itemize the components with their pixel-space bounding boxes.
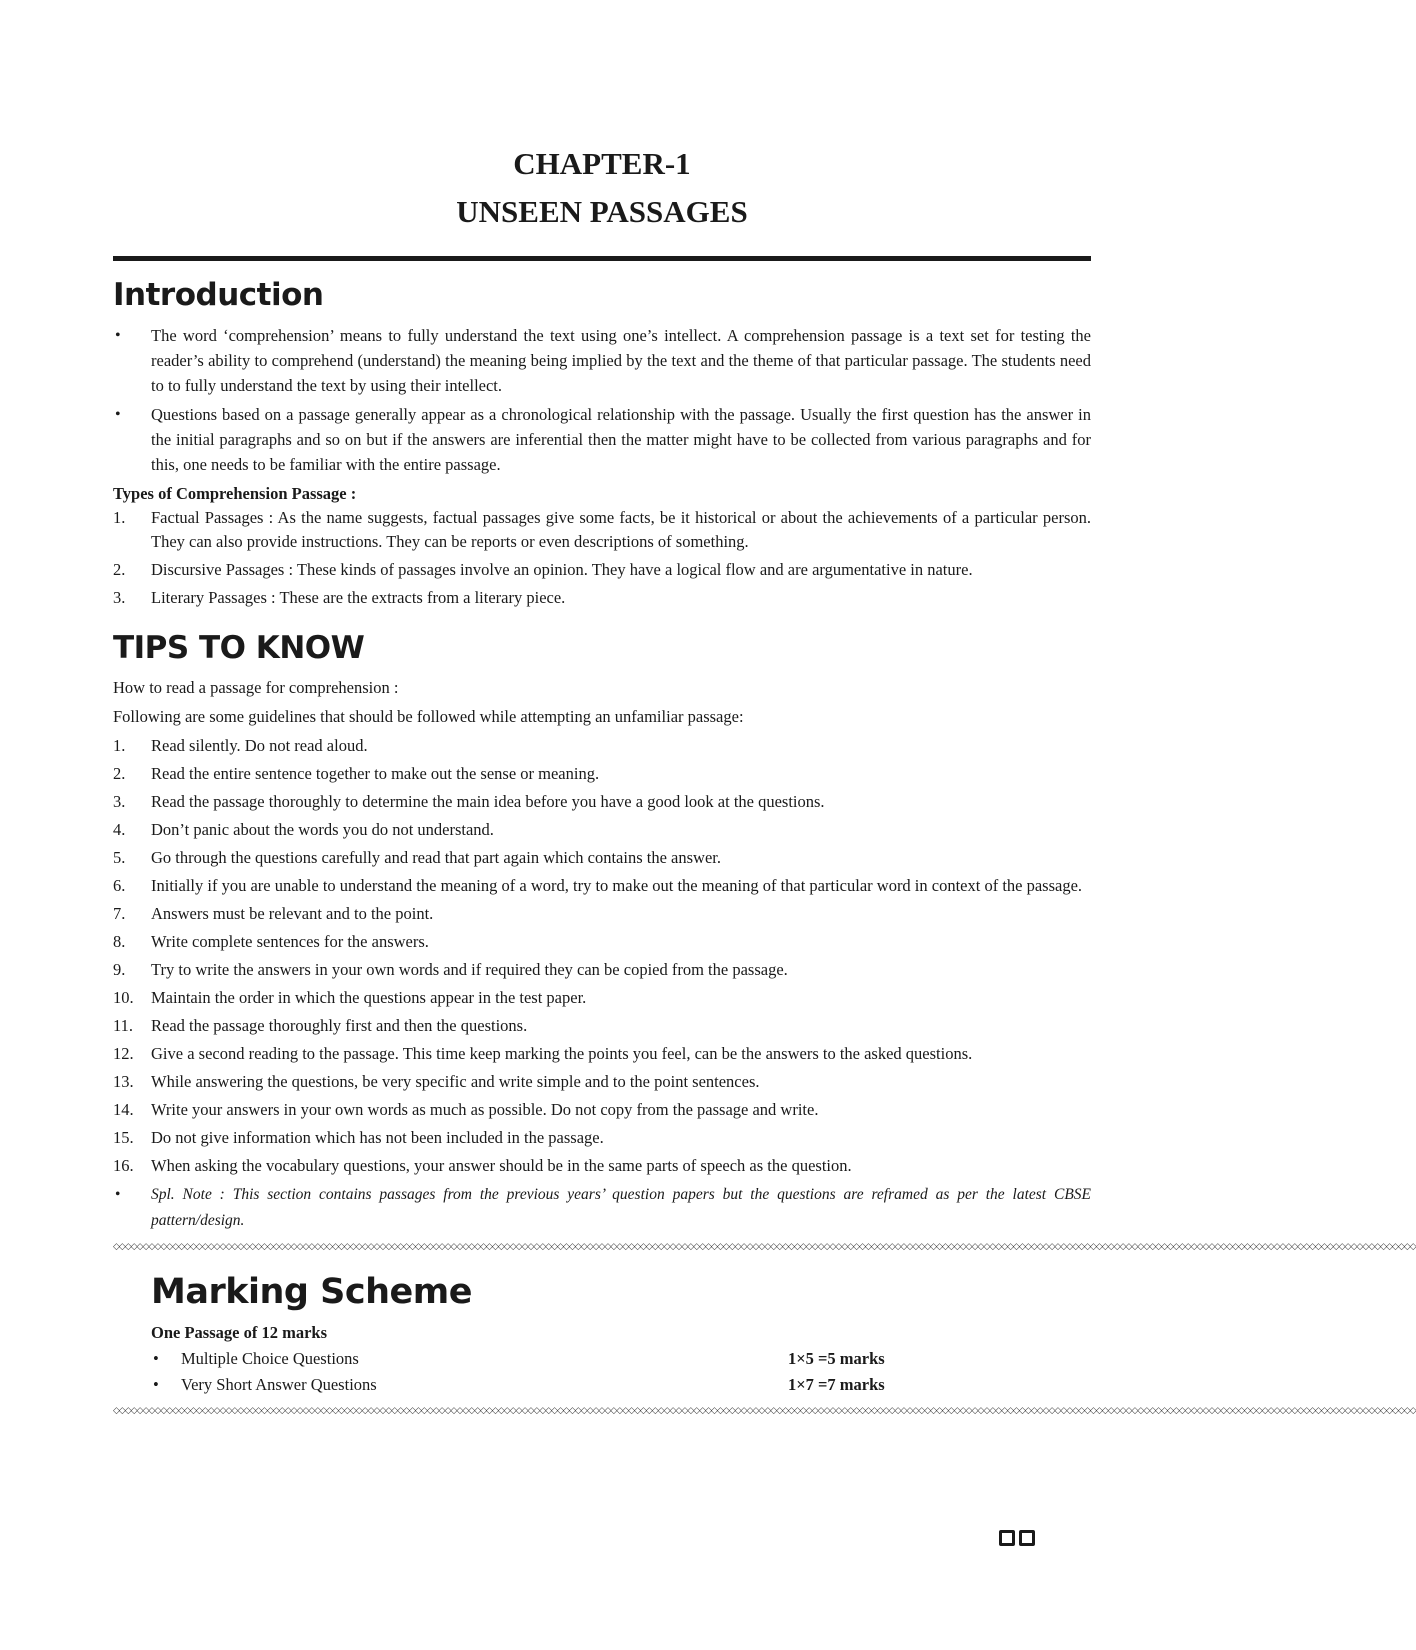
item-number: 16. (113, 1156, 134, 1175)
type-item (113, 586, 1091, 610)
special-note: • Spl. Note : This section contains passages from the previous years’ question papers but the questions are reframed as per the latest CBSE pattern/design. (113, 1182, 1091, 1234)
marking-marks: 1×5 =5 marks (788, 1349, 885, 1368)
tip-item (113, 958, 1091, 982)
chapter-title: UNSEEN PASSAGES (456, 194, 748, 229)
tip-item (113, 846, 1091, 870)
marking-row (151, 1346, 1091, 1372)
item-text: Write complete sentences for the answers. (151, 932, 429, 951)
double-square-icon (999, 1530, 1035, 1546)
intro-bullet: • Questions based on a passage generally appear as a chronological relationship with the passage. Usually the first question has the answer in the initial paragraphs and so on but if the answers are inferential then the matter might have to be collected from various paragraphs and for this, one needs to be familiar with the entire passage. (113, 402, 1091, 477)
chapter-number: CHAPTER-1 (513, 146, 691, 181)
marking-label: Very Short Answer Questions (181, 1375, 377, 1394)
item-number: 12. (113, 1044, 134, 1063)
tip-item (113, 1014, 1091, 1038)
item-number: 3. (113, 588, 126, 607)
tip-item (113, 734, 1091, 758)
item-text: Try to write the answers in your own words and if required they can be copied from the passage. (151, 960, 788, 979)
item-text: Maintain the order in which the questions appear in the test paper. (151, 988, 587, 1007)
item-text: Literary Passages : These are the extracts from a literary piece. (151, 588, 566, 607)
introduction-heading: Introduction (113, 277, 324, 313)
item-number: 4. (113, 820, 126, 839)
tip-item (113, 790, 1091, 814)
item-text: Read the entire sentence together to make out the sense or meaning. (151, 764, 600, 783)
item-text: Do not give information which has not been included in the passage. (151, 1128, 604, 1147)
bullet-icon: • (153, 1349, 159, 1368)
marking-scheme-subtitle: One Passage of 12 marks (151, 1323, 327, 1342)
item-number: 2. (113, 764, 126, 783)
tip-item (113, 874, 1091, 898)
marking-label: Multiple Choice Questions (181, 1349, 359, 1368)
item-text: Discursive Passages : These kinds of passages involve an opinion. They have a logical flow and are argumentative in nature. (151, 560, 973, 579)
item-number: 7. (113, 904, 126, 923)
item-text: When asking the vocabulary questions, your answer should be in the same parts of speech as the question. (151, 1156, 852, 1175)
tip-item (113, 1126, 1091, 1150)
item-text: Go through the questions carefully and read that part again which contains the answer. (151, 848, 721, 867)
tips-guideline-line: Following are some guidelines that should be followed while attempting an unfamiliar passage: (113, 707, 744, 726)
marking-marks: 1×7 =7 marks (788, 1375, 885, 1394)
item-number: 10. (113, 988, 134, 1007)
item-number: 8. (113, 932, 126, 951)
tips-heading: TIPS TO KNOW (113, 630, 365, 666)
marking-row (151, 1372, 1091, 1398)
diamond-divider: ◇◇◇◇◇◇◇◇◇◇◇◇◇◇◇◇◇◇◇◇◇◇◇◇◇◇◇◇◇◇◇◇◇◇◇◇◇◇◇◇◇◇◇◇◇◇◇◇◇◇◇◇◇◇◇◇◇◇◇◇◇◇◇◇◇◇◇◇◇◇◇◇◇◇◇◇◇◇◇◇◇◇◇◇◇◇◇◇◇◇◇◇◇◇◇◇◇◇◇◇◇◇◇◇◇◇◇◇◇◇◇◇◇◇◇◇◇◇◇◇◇◇◇◇◇◇◇◇◇◇◇◇◇◇◇◇◇◇◇◇◇◇◇◇◇◇◇◇◇◇◇◇◇◇◇◇◇◇◇◇◇◇◇◇◇◇◇◇◇◇◇◇◇◇◇◇◇◇◇◇◇◇◇◇◇◇◇◇◇◇◇◇◇◇◇◇◇◇◇◇◇◇◇◇◇◇◇◇◇◇◇◇◇◇◇◇◇◇◇◇ (113, 1242, 1416, 1252)
marking-scheme-title: Marking Scheme (151, 1272, 472, 1312)
tip-item (113, 1070, 1091, 1094)
marking-scheme-box (113, 1270, 1091, 1398)
intro-bullet: • The word ‘comprehension’ means to fully understand the text using one’s intellect. A comprehension passage is a text set for testing the reader’s ability to comprehend (understand) the meaning being implied by the text and the theme of that particular passage. The students need to to fully understand the text by using their intellect. (113, 323, 1091, 398)
tips-list (113, 734, 1091, 1178)
item-number: 6. (113, 876, 126, 895)
item-text: Give a second reading to the passage. This time keep marking the points you feel, can be the answers to the asked questions. (151, 1044, 973, 1063)
bullet-icon: • (115, 406, 121, 423)
item-number: 5. (113, 848, 126, 867)
item-text: Answers must be relevant and to the point. (151, 904, 434, 923)
item-text: Read the passage thoroughly first and then the questions. (151, 1016, 528, 1035)
diamond-divider: ◇◇◇◇◇◇◇◇◇◇◇◇◇◇◇◇◇◇◇◇◇◇◇◇◇◇◇◇◇◇◇◇◇◇◇◇◇◇◇◇◇◇◇◇◇◇◇◇◇◇◇◇◇◇◇◇◇◇◇◇◇◇◇◇◇◇◇◇◇◇◇◇◇◇◇◇◇◇◇◇◇◇◇◇◇◇◇◇◇◇◇◇◇◇◇◇◇◇◇◇◇◇◇◇◇◇◇◇◇◇◇◇◇◇◇◇◇◇◇◇◇◇◇◇◇◇◇◇◇◇◇◇◇◇◇◇◇◇◇◇◇◇◇◇◇◇◇◇◇◇◇◇◇◇◇◇◇◇◇◇◇◇◇◇◇◇◇◇◇◇◇◇◇◇◇◇◇◇◇◇◇◇◇◇◇◇◇◇◇◇◇◇◇◇◇◇◇◇◇◇◇◇◇◇◇◇◇◇◇◇◇◇◇◇◇◇◇◇◇◇ (113, 1406, 1416, 1416)
bullet-icon: • (153, 1375, 159, 1394)
item-text: Initially if you are unable to understand the meaning of a word, try to make out the meaning of that particular word in context of the passage. (151, 876, 1083, 895)
tip-item (113, 986, 1091, 1010)
tip-item (113, 762, 1091, 786)
item-number: 13. (113, 1072, 134, 1091)
item-number: 1. (113, 508, 126, 527)
item-text: Factual Passages : As the name suggests, factual passages give some facts, be it historical or about the achievements of a particular person. They can also provide instructions. They can be reports or even descriptions of something. (151, 508, 1091, 551)
title-rule (113, 256, 1091, 261)
tip-item (113, 1042, 1091, 1066)
tip-item (113, 1098, 1091, 1122)
item-number: 2. (113, 560, 126, 579)
tip-item (113, 930, 1091, 954)
item-text: Read the passage thoroughly to determine the main idea before you have a good look at the questions. (151, 792, 825, 811)
item-text: Write your answers in your own words as much as possible. Do not copy from the passage and write. (151, 1100, 819, 1119)
bullet-icon: • (115, 327, 121, 344)
tip-item (113, 818, 1091, 842)
item-number: 11. (113, 1016, 134, 1035)
type-item (113, 506, 1091, 554)
tip-item (113, 1154, 1091, 1178)
item-text: While answering the questions, be very specific and write simple and to the point sentences. (151, 1072, 760, 1091)
item-text: Don’t panic about the words you do not understand. (151, 820, 494, 839)
marking-rows (151, 1346, 1091, 1398)
types-list (113, 506, 1091, 610)
item-number: 15. (113, 1128, 134, 1147)
tips-intro-line: How to read a passage for comprehension : (113, 678, 399, 697)
tip-item (113, 902, 1091, 926)
item-number: 1. (113, 736, 126, 755)
item-number: 14. (113, 1100, 134, 1119)
item-number: 3. (113, 792, 126, 811)
document-page (113, 0, 1416, 1424)
item-text: Read silently. Do not read aloud. (151, 736, 368, 755)
bullet-icon: • (115, 1186, 121, 1203)
type-item (113, 558, 1091, 582)
item-number: 9. (113, 960, 126, 979)
types-heading: Types of Comprehension Passage : (113, 484, 357, 503)
